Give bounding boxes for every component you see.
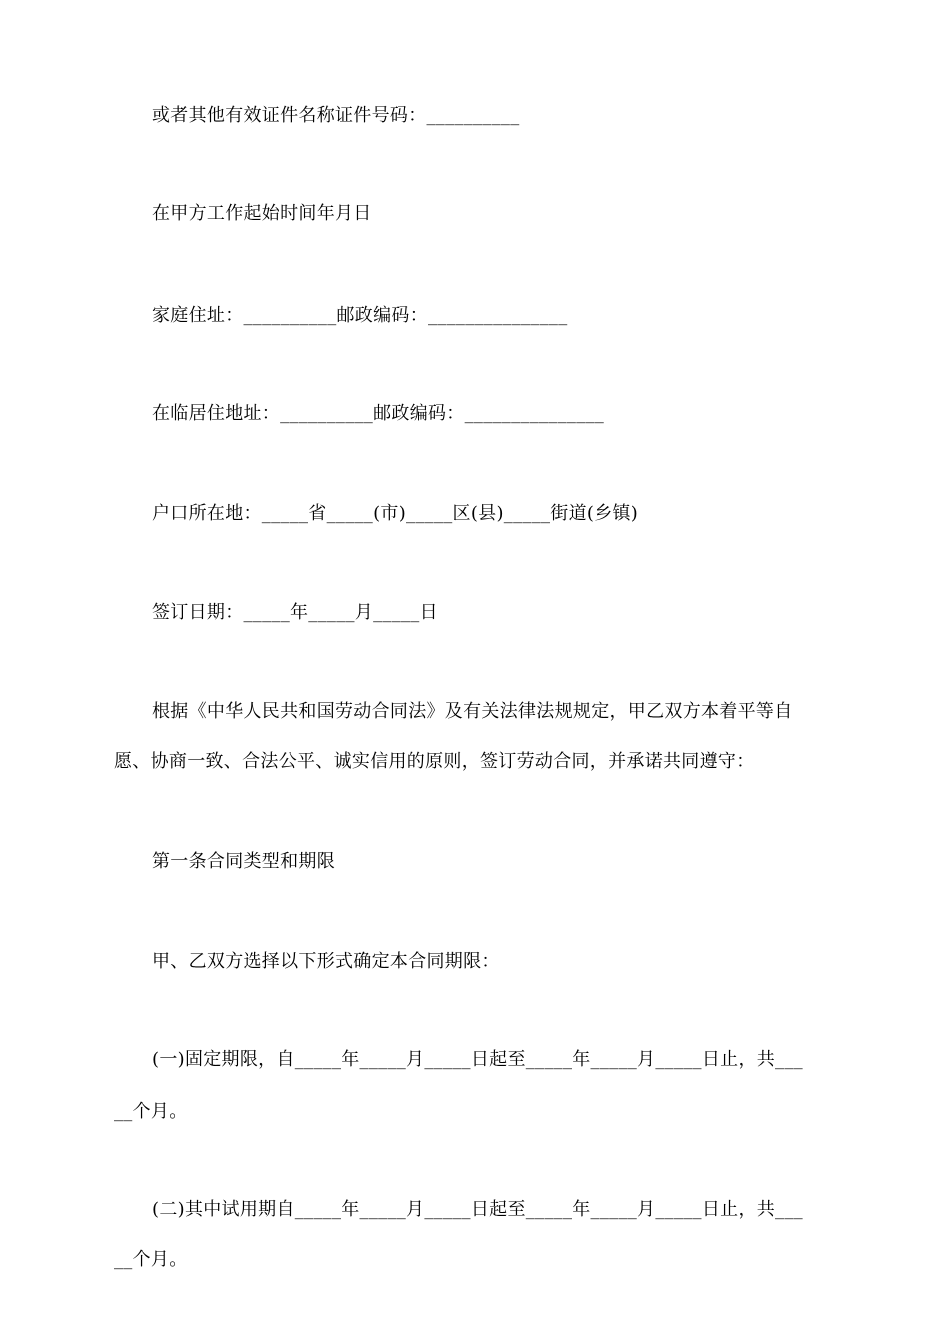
preamble-paragraph-line-2: 愿、协商一致、合法公平、诚实信用的原则，签订劳动合同，并承诺共同遵守： (114, 751, 755, 772)
employment-start-line: 在甲方工作起始时间年月日 (152, 203, 372, 224)
probation-line-1: (二)其中试用期自_____年_____月_____日起至_____年_____月_____日止，共___ (152, 1199, 803, 1220)
signing-date-line: 签订日期：_____年_____月_____日 (152, 602, 438, 623)
preamble-paragraph-line-1: 根据《中华人民共和国劳动合同法》及有关法律法规规定，甲乙双方本着平等自 (152, 701, 793, 722)
probation-line-2: __个月。 (114, 1249, 188, 1270)
fixed-term-line-2: __个月。 (114, 1101, 188, 1122)
temporary-address-line: 在临居住地址：__________邮政编码：_______________ (152, 403, 605, 424)
article-one-heading: 第一条合同类型和期限 (152, 851, 335, 872)
home-address-line: 家庭住址：__________邮政编码：_______________ (152, 305, 568, 326)
household-registration-line: 户口所在地：_____省_____(市)_____区(县)_____街道(乡镇) (152, 503, 639, 524)
id-document-line: 或者其他有效证件名称证件号码：__________ (152, 105, 520, 126)
fixed-term-line-1: (一)固定期限，自_____年_____月_____日起至_____年_____月_____日止，共___ (152, 1049, 803, 1070)
term-selection-line: 甲、乙双方选择以下形式确定本合同期限： (152, 951, 500, 972)
